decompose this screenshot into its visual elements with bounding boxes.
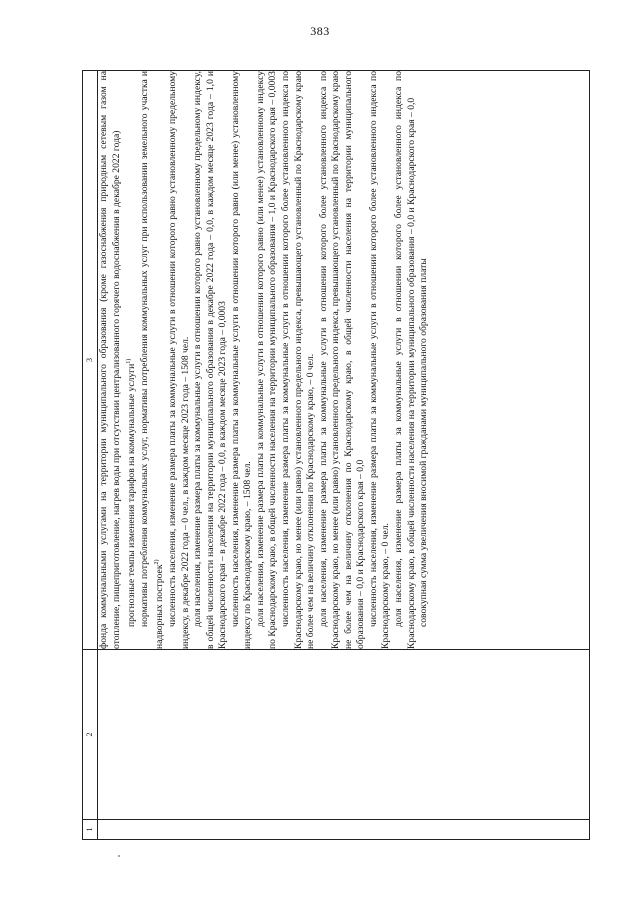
paragraph: доля населения, изменение размера платы за коммунальные услуги в отношении которого равно (или менее) установленному индексу по Краснодарскому краю, в общей численности населения на территории муниципального образования – 1,0 и Краснодарского края – 0,0003 bbox=[254, 71, 279, 649]
paragraph: численность населения, изменение размера платы за коммунальные услуги в отношении которого более установленного индекса по Краснодарскому краю, – 0 чел. bbox=[367, 71, 392, 649]
table-header-row bbox=[83, 71, 98, 840]
paragraph: численность населения, изменение размера платы за коммунальные услуги в отношении которого равно (или менее) установленному индексу по Краснодарскому краю, – 1508 чел. bbox=[229, 71, 254, 649]
footnote-ref: 2) bbox=[154, 559, 161, 565]
footnote-ref: 1) bbox=[126, 358, 133, 364]
scan-speck bbox=[118, 855, 120, 857]
document-table bbox=[82, 70, 590, 840]
table-row bbox=[98, 71, 590, 840]
cell-col-3 bbox=[98, 71, 590, 650]
paragraph: численность населения, изменение размера платы за коммунальные услуги в отношении которого более установленного индекса по Краснодарскому краю, но менее (или равно) установленного предельного индекса, превышающего установленный по Краснодарскому краю не более чем на величину отклонения по Краснодарскому краю, – 0 чел. bbox=[280, 71, 317, 649]
paragraph: доля населения, изменение размера платы за коммунальные услуги в отношении которого равно установленному предельному индексу, в общей численности населения на территории муниципального образования в декабре 2022 года – 0,0, в каждом месяце 2023 года – 1,0 и Краснодарского края – в декабре 2022 года – 0,0, в каждом месяце 2023 года – 0,0003 bbox=[192, 71, 229, 649]
header-col-3: 3 bbox=[83, 71, 98, 650]
header-col-2: 2 bbox=[83, 650, 98, 820]
paragraph: фонда коммунальными услугами на территории муниципального образования (кроме газоснабжения природным сетевым газом на отопление, пищеприготовление, нагрев воды при отсутствии централизованного горячего водоснабжения в декабре 2022 года) bbox=[98, 71, 122, 649]
paragraph: нормативы потребления коммунальных услуг, нормативы потребления коммунальных услуг при использовании земельного участка и надворных построек$^{2)}$ bbox=[138, 71, 166, 649]
page-number: 383 bbox=[310, 24, 330, 38]
cell-col-2 bbox=[98, 650, 590, 820]
paragraph: численность населения, изменение размера платы за коммунальные услуги в отношении которого равно установленному предельному индексу, в декабре 2022 года – 0 чел., в каждом месяце 2023 года – 1508 чел. bbox=[167, 71, 191, 649]
cell-col-1 bbox=[98, 820, 590, 840]
paragraph: доля населения, изменение размера платы за коммунальные услуги в отношении которого более установленного индекса по Краснодарскому краю, в общей численности населения на территории муниципального образования – 0,0 и Краснодарского края – 0,0 bbox=[392, 71, 417, 649]
paragraph: прогнозные темпы изменения тарифов на коммунальные услуги$^{1)}$ bbox=[126, 358, 138, 627]
paragraph: доля населения, изменение размера платы за коммунальные услуги в отношении которого более установленного индекса по Краснодарскому краю, но менее (или равно) установленного предельного индекса, превышающего установленный по Краснодарскому краю не более чем на величину отклонения по Краснодарскому краю, в общей численности населения на территории муниципального образования – 0,0 и Краснодарского края – 0,0 bbox=[317, 71, 367, 649]
paragraph: совокупная сумма увеличения вносимой гражданами муниципального образования платы bbox=[418, 258, 430, 627]
header-col-1: 1 bbox=[83, 820, 98, 840]
rotated-page-content bbox=[82, 70, 590, 840]
